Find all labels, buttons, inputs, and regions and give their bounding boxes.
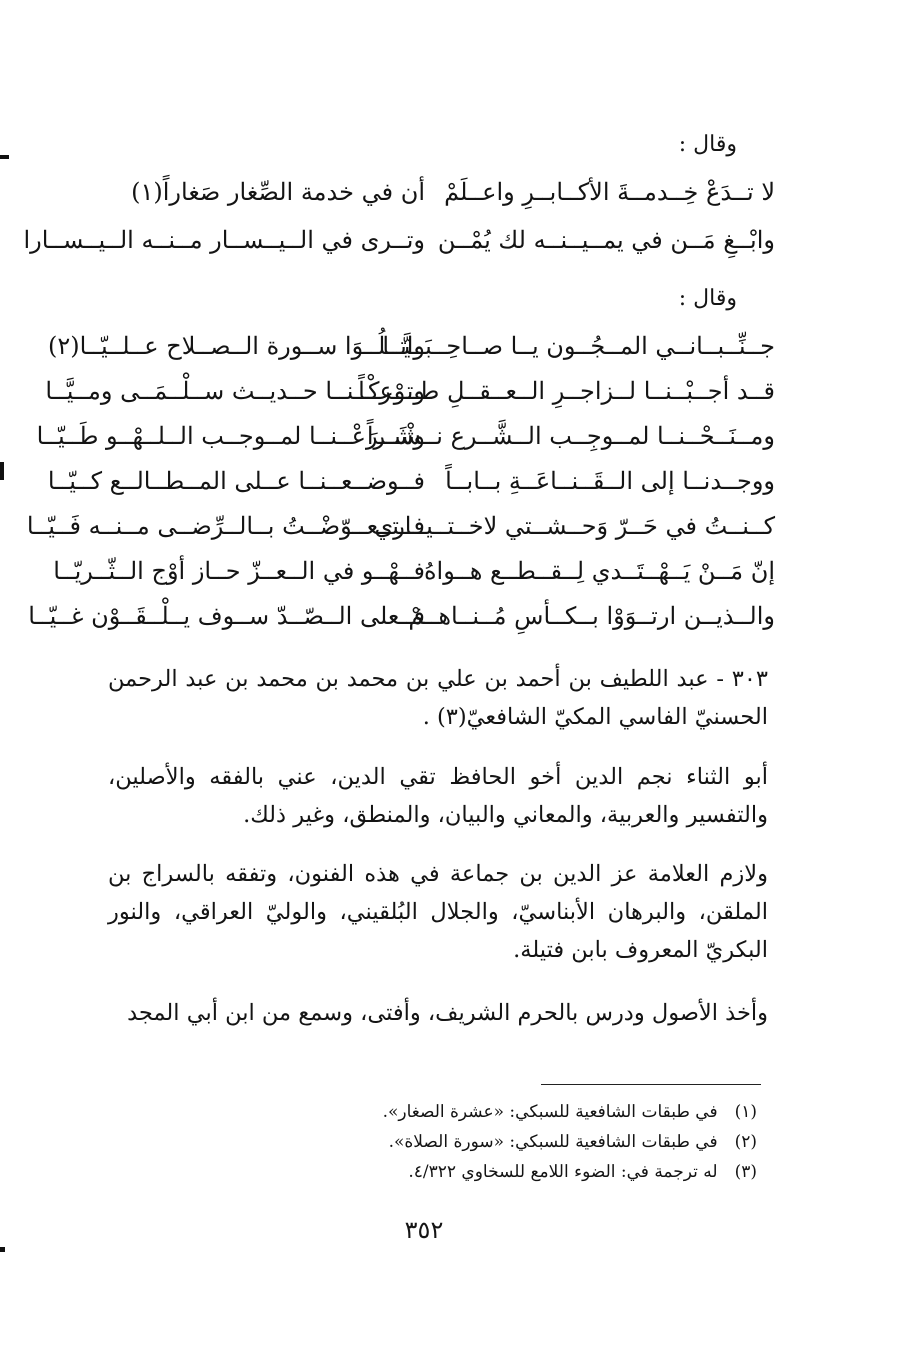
verse-line	[0, 504, 919, 548]
poem-intro-1: وقال :	[678, 132, 737, 157]
scan-edge-mark	[0, 1247, 5, 1252]
entry-paragraph: وأخذ الأصول ودرس بالحرم الشريف، وأفتى، وسمع من ابن أبي المجد	[127, 1000, 768, 1026]
verse-hemistich-left: وتــركْــنــا حــديــث ســلْــمَــى ومــيَّــا	[45, 377, 425, 405]
verse-hemistich-right: لا تــدَعْ خِــدمــةَ الأكــابــرِ واعــلَمْ	[444, 178, 775, 206]
scan-edge-mark	[0, 155, 9, 159]
verse-line	[0, 549, 919, 593]
page-number: ٣٥٢	[404, 1216, 444, 1244]
verse-hemistich-left: وتــرى في الــيــســار مــنــه الــيــســارا	[23, 226, 425, 254]
verse-line	[0, 369, 919, 413]
verse-hemistich-right: وابْــغِ مَــن في يمــيــنــه لك يُمْــن	[437, 226, 775, 254]
verse-hemistich-left: فــوضــعــنــا عــلى المــطــالــع كــيّــا	[47, 467, 425, 495]
verse-hemistich-right: والــذيــن ارتــوَوْا بــكــأسِ مُــنــاهــمْ	[408, 602, 775, 630]
verse-hemistich-right: إنّ مَــنْ يَــهْــتَــدي لِــقــطــع هــواهُ	[423, 557, 775, 585]
poem-intro-2: وقال :	[678, 286, 737, 311]
verse-hemistich-right: ومــنَــحْــنــا لمــوجِــب الــشَّــرع نــشْــراً	[366, 422, 775, 450]
verse-hemistich-right: ووجــدنــا إلى الــقَــنــاعَــةِ بــابــاً	[445, 467, 775, 495]
verse-hemistich-left: واتــلُــوَا ســورة الــصــلاح عــلــيّــا(٢)	[47, 332, 425, 360]
footnote-text: في طبقات الشافعية للسبكي: «سورة الصلاة».	[388, 1132, 718, 1152]
entry-heading: ٣٠٣ - عبد اللطيف بن أحمد بن علي بن محمد بن محمد بن عبد الرحمن الحسنيّ الفاسي المكيّ الشافعيّ(٣) .	[108, 666, 768, 730]
footnote-number: (٣)	[734, 1162, 757, 1182]
verse-hemistich-right: كــنــتُ في حَــرّ وَحــشــتي لاخــتــيــاري	[374, 512, 775, 540]
footnote-text: في طبقات الشافعية للسبكي: «عشرة الصغار».	[382, 1102, 718, 1122]
footnotes	[157, 1097, 757, 1187]
verse-hemistich-left: أن في خدمة الصِّغار صَغاراً(١)	[131, 178, 425, 206]
verse-hemistich-left: فــتــعــوّضْــتُ بــالــرِّضــى مــنــه فَــيّــا	[26, 512, 425, 540]
verse-line	[0, 218, 919, 262]
verse-line	[0, 459, 919, 503]
verse-hemistich-left: فــهْــو في الــعــزّ حــاز أوْج الــثّــريّــا	[53, 557, 425, 585]
footnote	[157, 1097, 757, 1127]
footnote-number: (١)	[734, 1102, 757, 1122]
verse-line	[0, 170, 919, 214]
verse-hemistich-right: قــد أجــبْــنــا لــزاجــرِ الــعــقــلِ طــوْعــاً	[358, 377, 775, 405]
entry-paragraph: ولازم العلامة عز الدين بن جماعة في هذه الفنون، وتفقه بالسراج بن الملقن، والبرهان الأبناسيّ، والجلال البُلقيني، والوليّ العراقي، والنور البكريّ المعروف بابن فتيلة.	[108, 861, 768, 963]
verse-hemistich-right: جــنِّــبــانــي المــجُــون يــا صــاحِــبَــيَّــا	[382, 332, 775, 360]
footnote	[157, 1157, 757, 1187]
verse-line	[0, 324, 919, 368]
verse-line	[0, 594, 919, 638]
verse-hemistich-left: وشَــرَعْــنــا لمــوجــب الــلــهْــو طَــيّــا	[36, 422, 425, 450]
verse-hemistich-left: فــعلى الــصّــدّ ســوف يــلْــقَــوْن غــيّــا	[28, 602, 425, 630]
entry-paragraph: أبو الثناء نجم الدين أخو الحافظ تقي الدين، عني بالفقه والأصلين، والتفسير والعربية، والمعاني والبيان، والمنطق، وغير ذلك.	[108, 764, 768, 828]
verse-line	[0, 414, 919, 458]
footnote-number: (٢)	[734, 1132, 757, 1152]
footnote	[157, 1127, 757, 1157]
footnote-text: له ترجمة في: الضوء اللامع للسخاوي ٤/٣٢٢.	[408, 1162, 718, 1182]
footnote-separator	[541, 1084, 761, 1085]
